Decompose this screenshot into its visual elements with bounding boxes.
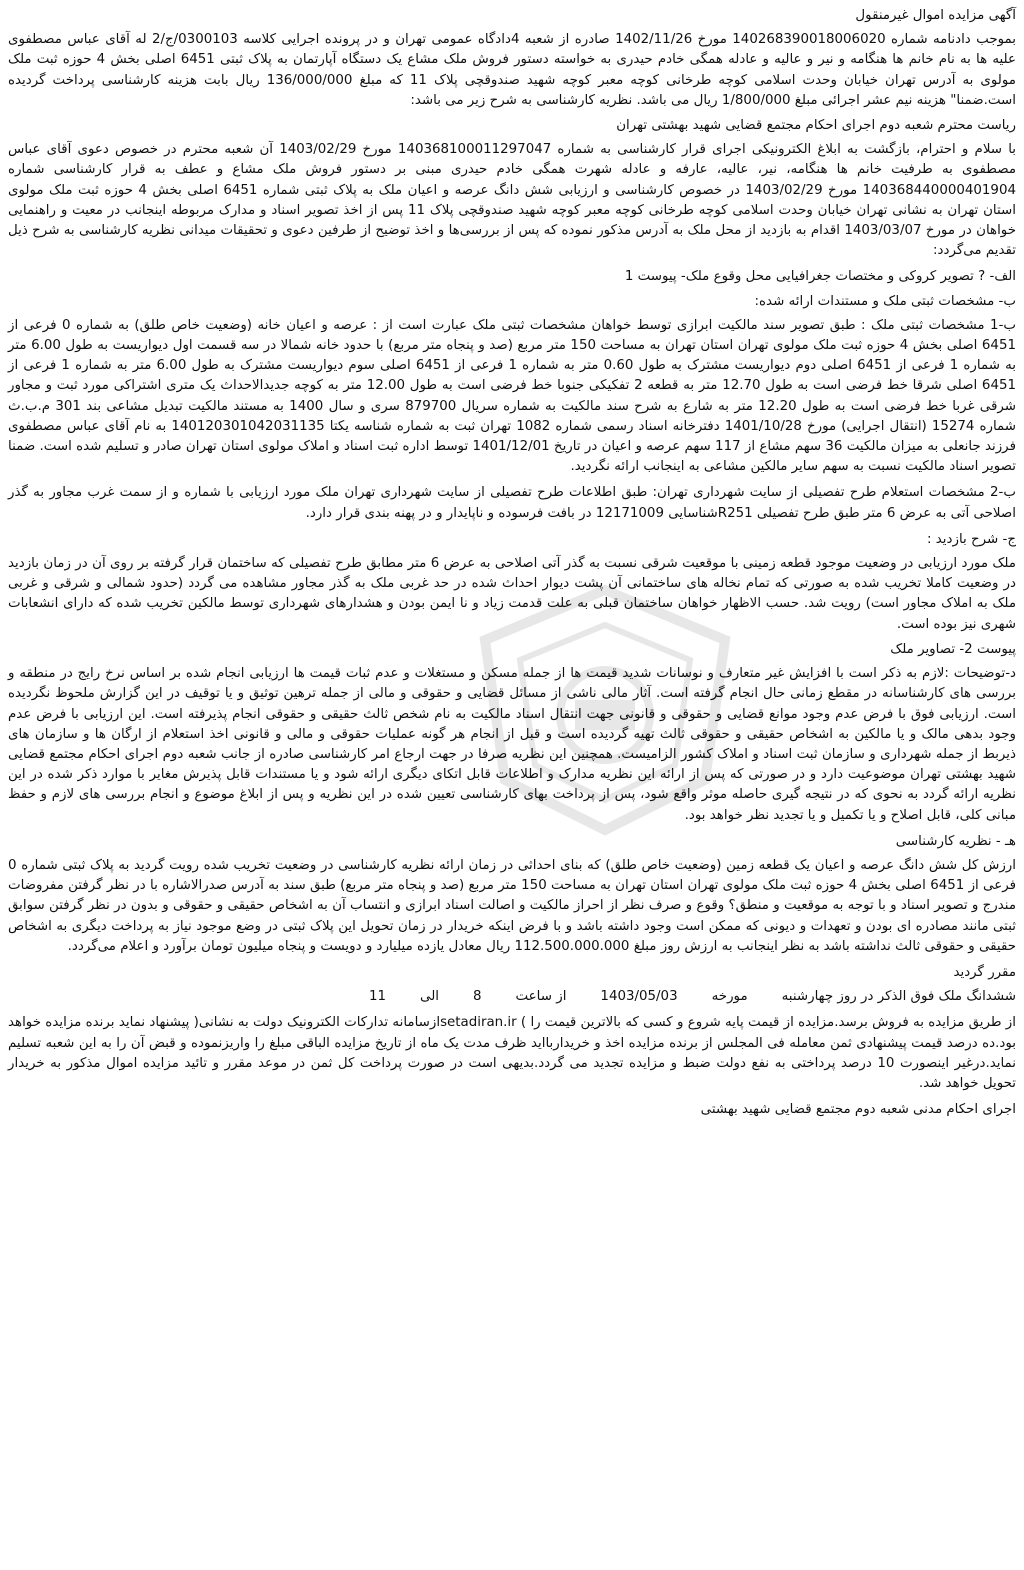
annex-2-line: پیوست 2- تصاویر ملک — [890, 641, 1016, 657]
notes-paragraph: د-توضیحات :لازم به ذکر است با افزایش غیر متعارف و نوسانات شدید قیمت ها از جمله مسکن و مستغلات و عدم ثبات قیمت ها ارزیابی انجام شده بر اساس نرخ رایج در منطقه و بررسی های کارشناسانه در مقطع زمانی حال انجام گرفته است. آثار مالی ناشی از مسائل قضایی و حقوقی و مالی از جمله ترهین توثیق و یا توقیف در این گزارش ملحوظ نگردیده است. ارزیابی فوق با فرض عدم وجود موانع قضایی و حقوقی و قانونی جهت انتقال اسناد مالکیت به نام شخص ثالث حقیقی و حقوقی انجام پذیرفته است. این ارزیابی با فرض عدم وجود بدهی مالک و یا مالکین به اشخاص حقیقی و حقوقی ثالث تهیه گردیده است و قبل از انجام هر گونه عملیات حقوقی و مالی و قانونی اخذ استعلام از ارگان ها و سازمان های ذیربط از جمله شهرداری و سازمان ثبت اسناد و املاک کشور الزامیست. همچنین این نظریه صرفا در جهت ارجاع امر کارشناسی صادره از جانب شعبه دوم اجرای احکام مجتمع قضایی شهید بهشتی تهران موضوعیت دارد و در صورتی که پس از ارائه این نظریه مدارک و اطلاعات قابل اتکای دیگری ارائه شود و یا مستندات قابل پذیرش مغایر با موارد ذکر شده در این نظریه ارائه گردد به نحوی که در نتیجه گیری حاصله موثر واقع شود، پس از پرداخت بهای کارشناسی تعیین شده در این نظریه و پس از ابلاغ موضوع و انجام بررسی های لازم و حفظ مبانی کلی، قابل اصلاح و یا تکمیل و یا تجدید نظر خواهد بود. — [8, 666, 1016, 823]
section-jim-heading: ج- شرح بازدید : — [926, 531, 1016, 547]
section-alef-heading: الف- ? تصویر کروکی و مختصات جغرافیایی محل وقوع ملک- پیوست 1 — [624, 269, 1016, 285]
greeting-paragraph: با سلام و احترام، بازگشت به ابلاغ الکترونیکی اجرای قرار کارشناسی به شماره 140368100011297047 مورخ 1403/02/29 آن شعبه محترم در خصوص دعوی آقای عباس مصطفوی به طرفیت خانم ها هنگامه، نیر، عالیه، عارفه و عادله شهرت همگی خادم حیدری مبنی بر دستور فروش ملک مشاع و عطف به قرار کارشناسی شماره 140368440000401904 مورخ 1403/02/29 در خصوص کارشناسی و ارزیابی شش دانگ عرصه و اعیان ملک به پلاک ثبتی شماره 6451 اصلی بخش 4 حوزه ثبت ملک مولوی استان تهران به نشانی تهران خیابان وحدت اسلامی کوچه طرخانی کوچه معبر کوچه شهید صندوقچی پلاک 11 پس از اخذ تصویر اسناد و مدارک مربوطه اینجانب در معیت و راهنمایی خواهان در مورخ 1403/03/07 اقدام به بازدید از محل ملک به آدرس مذکور نموده که پس از بررسی‌ها و اخذ توضیح از طرفین دعوی و تحقیقات میدانی نظریه کارشناسی به شرح ذیل تقدیم می‌گردد: — [8, 142, 1016, 259]
session-date-label: مورخه — [711, 989, 748, 1005]
session-from: 8 — [473, 989, 482, 1005]
section-be-heading: ب- مشخصات ثبتی ملک و مستندات ارائه شده: — [754, 293, 1016, 309]
visit-paragraph: ملک مورد ارزیابی در وضعیت موجود قطعه زمینی با موقعیت شرقی نسبت به گذر آتی اصلاحی به عرض 6 متر مطابق طرح تفصیلی که ساختمان قرار گرفته بر روی آن در زمان بازدید در وضعیت کاملا تخریب شده به صورتی که تمام نخاله های ساختمانی آن پشت دیوار احداث شده در حد غربی ملک به گذر مجاور مشاهده می گردد (حدود شمالی و شرقی و غربی ملک به املاک مجاور است) رویت شد. حسب الاظهار خواهان ساختمان قبلی به علت قدمت زیاد و نا ایمن بودن و هشدارهای شهرداری توسط مالکین تخریب شده که دارای انشعابات شهری نیز بوده است. — [8, 556, 1016, 632]
auction-session-line — [8, 987, 1016, 1007]
session-to-label: الی — [420, 989, 439, 1005]
section-be2-paragraph: ب-2 مشخصات استعلام طرح تفصیلی از سایت شهرداری تهران: طبق اطلاعات طرح تفصیلی از سایت شهرداری تهران ملک مورد ارزیابی با شماره و از سمت غرب مجاور به گذر اصلاحی آتی به عرض 6 متر طبق طرح تفصیلی R251شناسایی 12171009 در بافت فرسوده و ناپایدار و در پهنه بندی قرار دارد. — [8, 485, 1016, 521]
decided-line: مقرر گردید — [953, 964, 1016, 980]
section-he-heading: هـ - نظریه کارشناسی — [895, 833, 1016, 849]
opinion-paragraph: ارزش کل شش دانگ عرصه و اعیان یک قطعه زمین (وضعیت خاص طلق) که بنای احداثی در زمان ارائه نظریه کارشناسی در وضعیت تخریب شده رویت گردید به پلاک ثبتی شماره 0 فرعی از 6451 اصلی بخش 4 حوزه ثبت ملک مولوی تهران استان تهران به مساحت 150 متر مربع (صد و پنجاه متر مربع) طبق سند به آدرس صدرالاشاره با در نظر گرفتن مفروضات مندرج و تصویر اسناد و با توجه به موقعیت و منطق؟ وقوع و صرف نظر از احراز مالکیت و اصالت اسناد ابرازی و انتساب آن به اشخاص حقیقی و حقوقی و بدون در نظر گرفتن سوابق ثبتی مانند مصادره ای بودن و تعهدات و دیونی که ممکن است وجود داشته باشد و با فرض اینکه خریدار در زمان تحویل این پلاک ثبتی در وضع موجود نیاز به پرداخت دیگری به اشخاص حقیقی و حقوقی ثالث نداشته باشد به نظر اینجانب به ارزش روز مبلغ 112.500.000.000 ریال معادل یازده میلیارد و دویست و پنجاه میلیون تومان برآورد و اعلام می‌گردد. — [8, 857, 1016, 954]
auction-terms-paragraph: از طریق مزایده به فروش برسد.مزایده از قیمت پایه شروع و کسی که بالاترین قیمت را ) setadiran.irازسامانه تدارکات الکترونیک دولت به نشانی( پیشنهاد نماید برنده مزایده خواهد بود.ده درصد قیمت پیشنهادی ثمن معامله فی المجلس از برنده مزایده اخذ و خریداربااید ظرف مدت یک ماه از تاریخ مزایده الباقی مبلغ را واریزنموده و قبض آن را به این شعبه تسلیم نماید.درغیر اینصورت 10 درصد پرداختی به نفع دولت ضبط و مزایده تجدید می گردد.بدیهی است در صورت پرداخت کل ثمن در موعد مقرر و تائید مزایده اموال مذکور به خریدار تحویل خواهد شد. — [8, 1015, 1017, 1091]
session-date: 1403/05/03 — [600, 989, 678, 1005]
session-to: 11 — [368, 989, 387, 1005]
signature-line: اجرای احکام مدنی شعبه دوم مجتمع قضایی شهید بهشتی — [700, 1102, 1016, 1118]
session-from-label: از ساعت — [515, 989, 567, 1005]
intro-paragraph: بموجب دادنامه شماره 140268390018006020 مورخ 1402/11/26 صادره از شعبه 4دادگاه عمومی تهران و در پرونده اجرایی کلاسه 0300103/ج/2 له آقای عباس مصطفوی علیه ها به نام خانم ها هنگامه و نیر و عالیه و عادله همگی خادم حیدری به خواسته دستور فروش ملک مشاع یک دستگاه آپارتمان به پلاک ثبتی 6451 اصلی بخش 4 حوزه ثبت ملک مولوی به آدرس تهران خیابان وحدت اسلامی کوچه طرخانی کوچه معبر کوچه شهید صندوقچی پلاک 11 که مبلغ 136/000/000 ریال بابت هزینه کارشناسی پرداخت گردیده است.ضمنا" هزینه نیم عشر اجرائی مبلغ 1/800/000 ریال می باشد. نظریه کارشناسی به شرح زیر می باشد: — [8, 32, 1016, 108]
addressee-line: ریاست محترم شعبه دوم اجرای احکام مجتمع قضایی شهید بهشتی تهران — [616, 118, 1016, 134]
notice-title: آگهی مزایده اموال غیرمنقول — [855, 8, 1016, 23]
section-be1-paragraph: ب-1 مشخصات ثبتی ملک : طبق تصویر سند مالکیت ابرازی توسط خواهان مشخصات ثبتی ملک عبارت است از : عرصه و اعیان خانه (وضعیت خاص طلق) به شماره 0 فرعی از 6451 اصلی بخش 4 حوزه ثبت ملک مولوی تهران استان تهران به مساحت 150 متر مربع (صد و پنجاه متر مربع) با حدود خانه شمالا در سه قسمت اول دیواریست به طول 6.00 متر به شماره 1 فرعی از 6451 اصلی دوم دیواریست مشترک به طول 0.60 متر به شماره 1 فرعی از 6451 اصلی سوم دیواریست مشترک به طول 6.00 متر به شماره 1 فرعی از 6451 اصلی شرقا خط فرضی است به طول 12.70 متر به قطعه 2 تفکیکی جنوبا خط فرضی است به طول 12.00 متر به کوچه جدیدالاحداث یک متری اشتراکی مورد ثبت و مجاور شرقی غربا خط فرضی است به طول 12.20 متر به شارع به شرح سند مالکیت به شماره سریال 879700 سری و سال 1400 به مستند مالکیت تبدیل مشاعی بند 301 م.ب.ث شماره 15274 (انتقال اجرایی) مورخ 1401/10/28 دفترخانه اسناد رسمی شماره 1082 تهران ثبت به شماره شناسه یکتا 140120301042031135 به نام آقای عباس مصطفوی فرزند جانعلی به میزان مالکیت 36 سهم مشاع از 117 سهم عرصه و اعیان در تاریخ 1401/12/01 توسط اداره ثبت اسناد و املاک مولوی استان تهران صادر و تسلیم شده است. ضمنا تصویر اسناد مالکیت نسبت به سهم سایر مالکین مشاعی به اینجانب ارائه نگردید. — [8, 317, 1017, 475]
session-lead: ششدانگ ملک فوق الذکر در روز چهارشنبه — [781, 989, 1016, 1005]
